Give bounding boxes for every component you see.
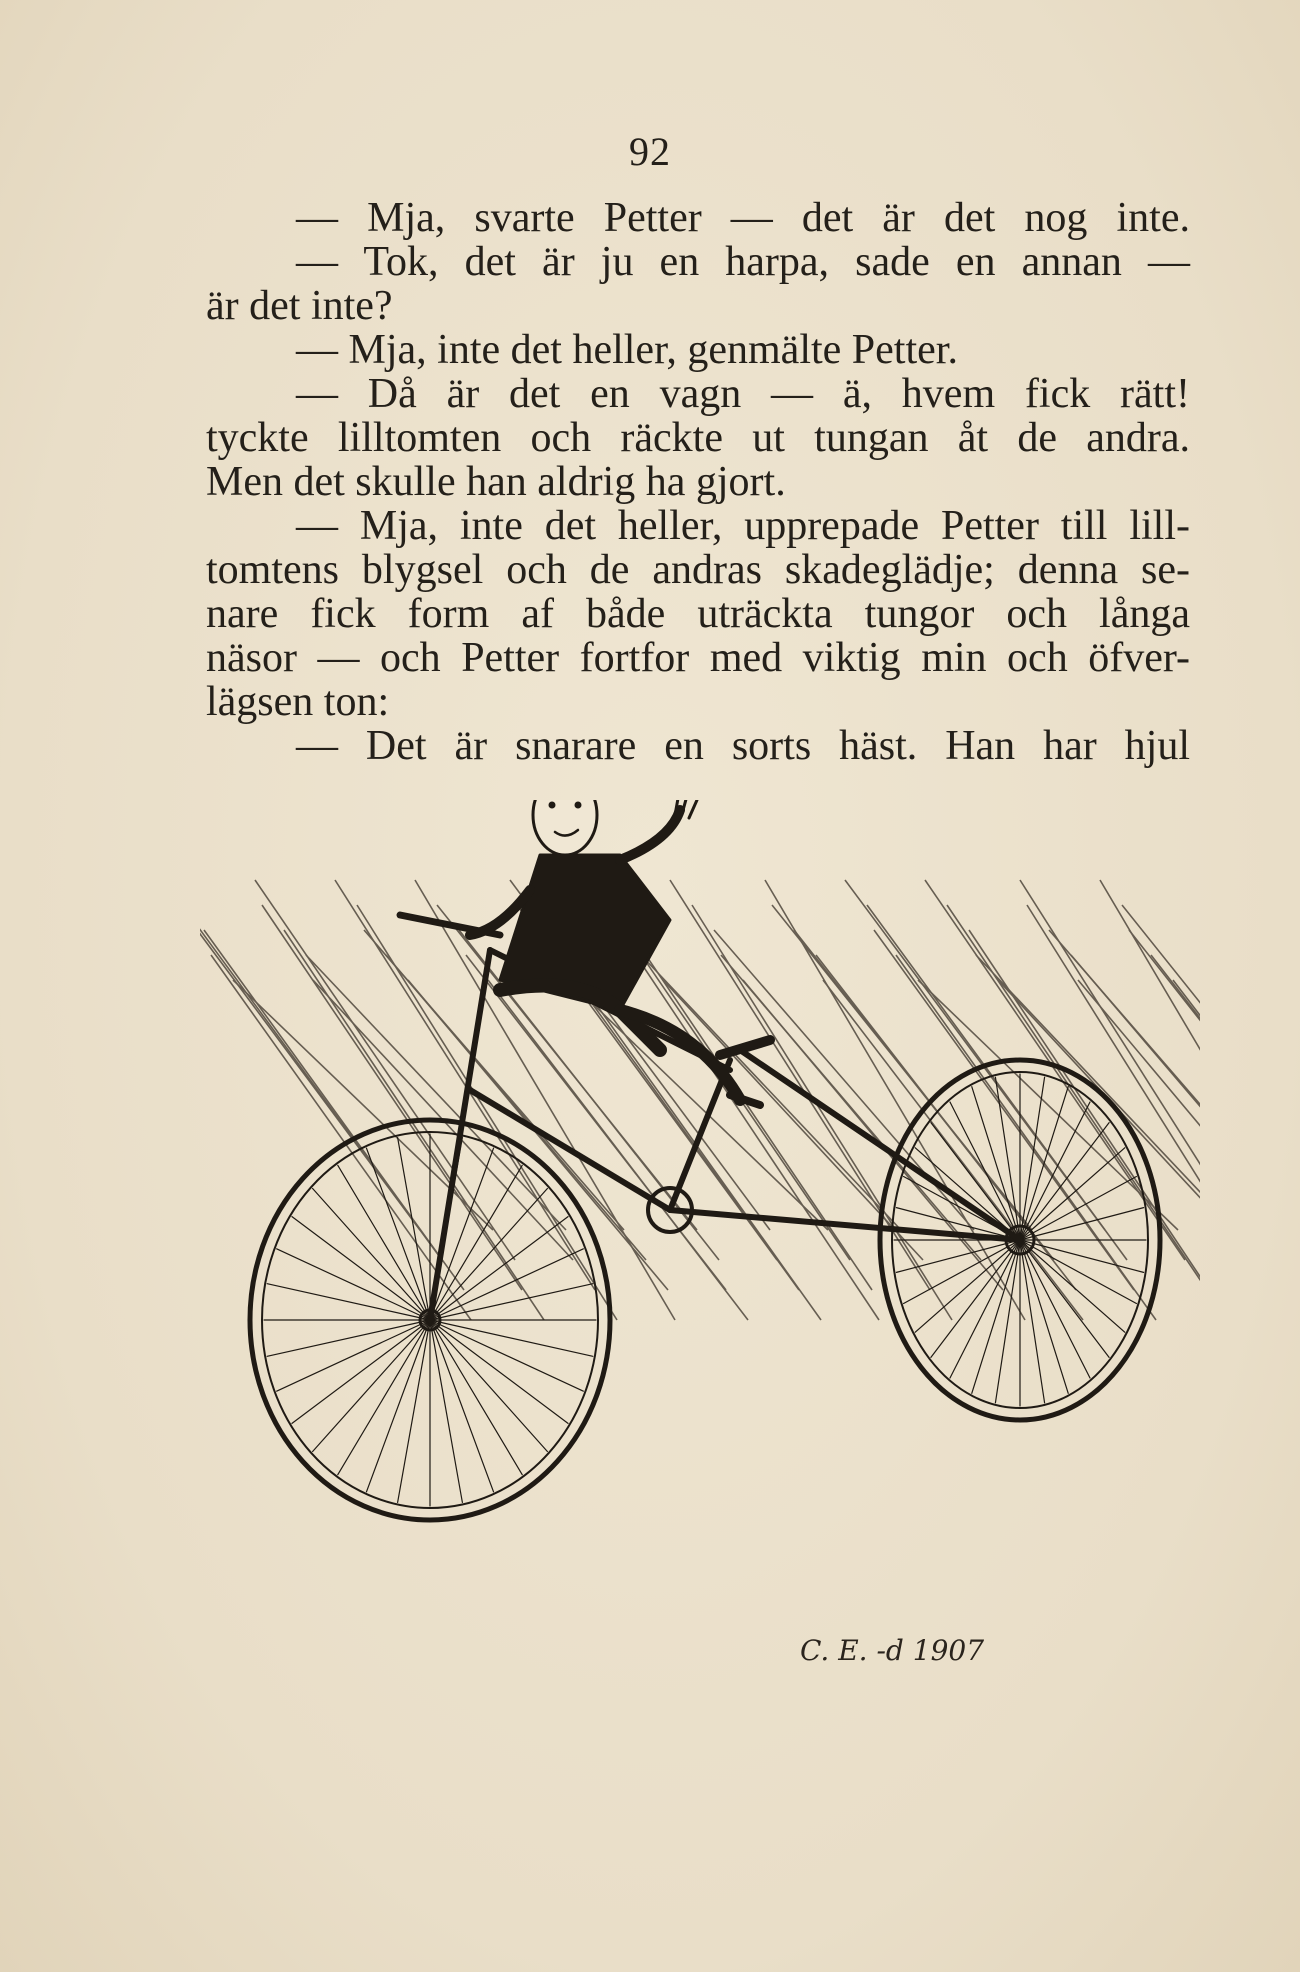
text-line: näsor — och Petter fortfor med viktig min och öfver-	[206, 635, 1190, 681]
text-line: tomtens blygsel och de andras skadeglädje; denna se-	[206, 547, 1190, 593]
text-line: är det inte?	[206, 283, 393, 329]
text-line: lägsen ton:	[206, 679, 390, 725]
text-line: — Tok, det är ju en harpa, sade en annan —	[296, 239, 1190, 285]
text-line: Men det skulle han aldrig ha gjort.	[206, 459, 786, 505]
bicycle-illustration	[200, 800, 1200, 1800]
text-line: tyckte lilltomten och räckte ut tungan åt de andra.	[206, 415, 1190, 461]
text-line: — Det är snarare en sorts häst. Han har hjul	[296, 723, 1190, 769]
text-line: — Mja, svarte Petter — det är det nog inte.	[296, 195, 1190, 241]
text-line: — Då är det en vagn — ä, hvem fick rätt!	[296, 371, 1190, 417]
speed-hatching	[200, 880, 1200, 1320]
artist-signature: C. E. -d 1907	[800, 1634, 985, 1667]
text-block	[206, 196, 1190, 768]
text-line: nare fick form af både uträckta tungor och långa	[206, 591, 1190, 637]
text-line: — Mja, inte det heller, upprepade Petter till lill-	[296, 503, 1190, 549]
text-line: — Mja, inte det heller, genmälte Petter.	[296, 327, 958, 373]
page-number: 92	[629, 129, 671, 174]
